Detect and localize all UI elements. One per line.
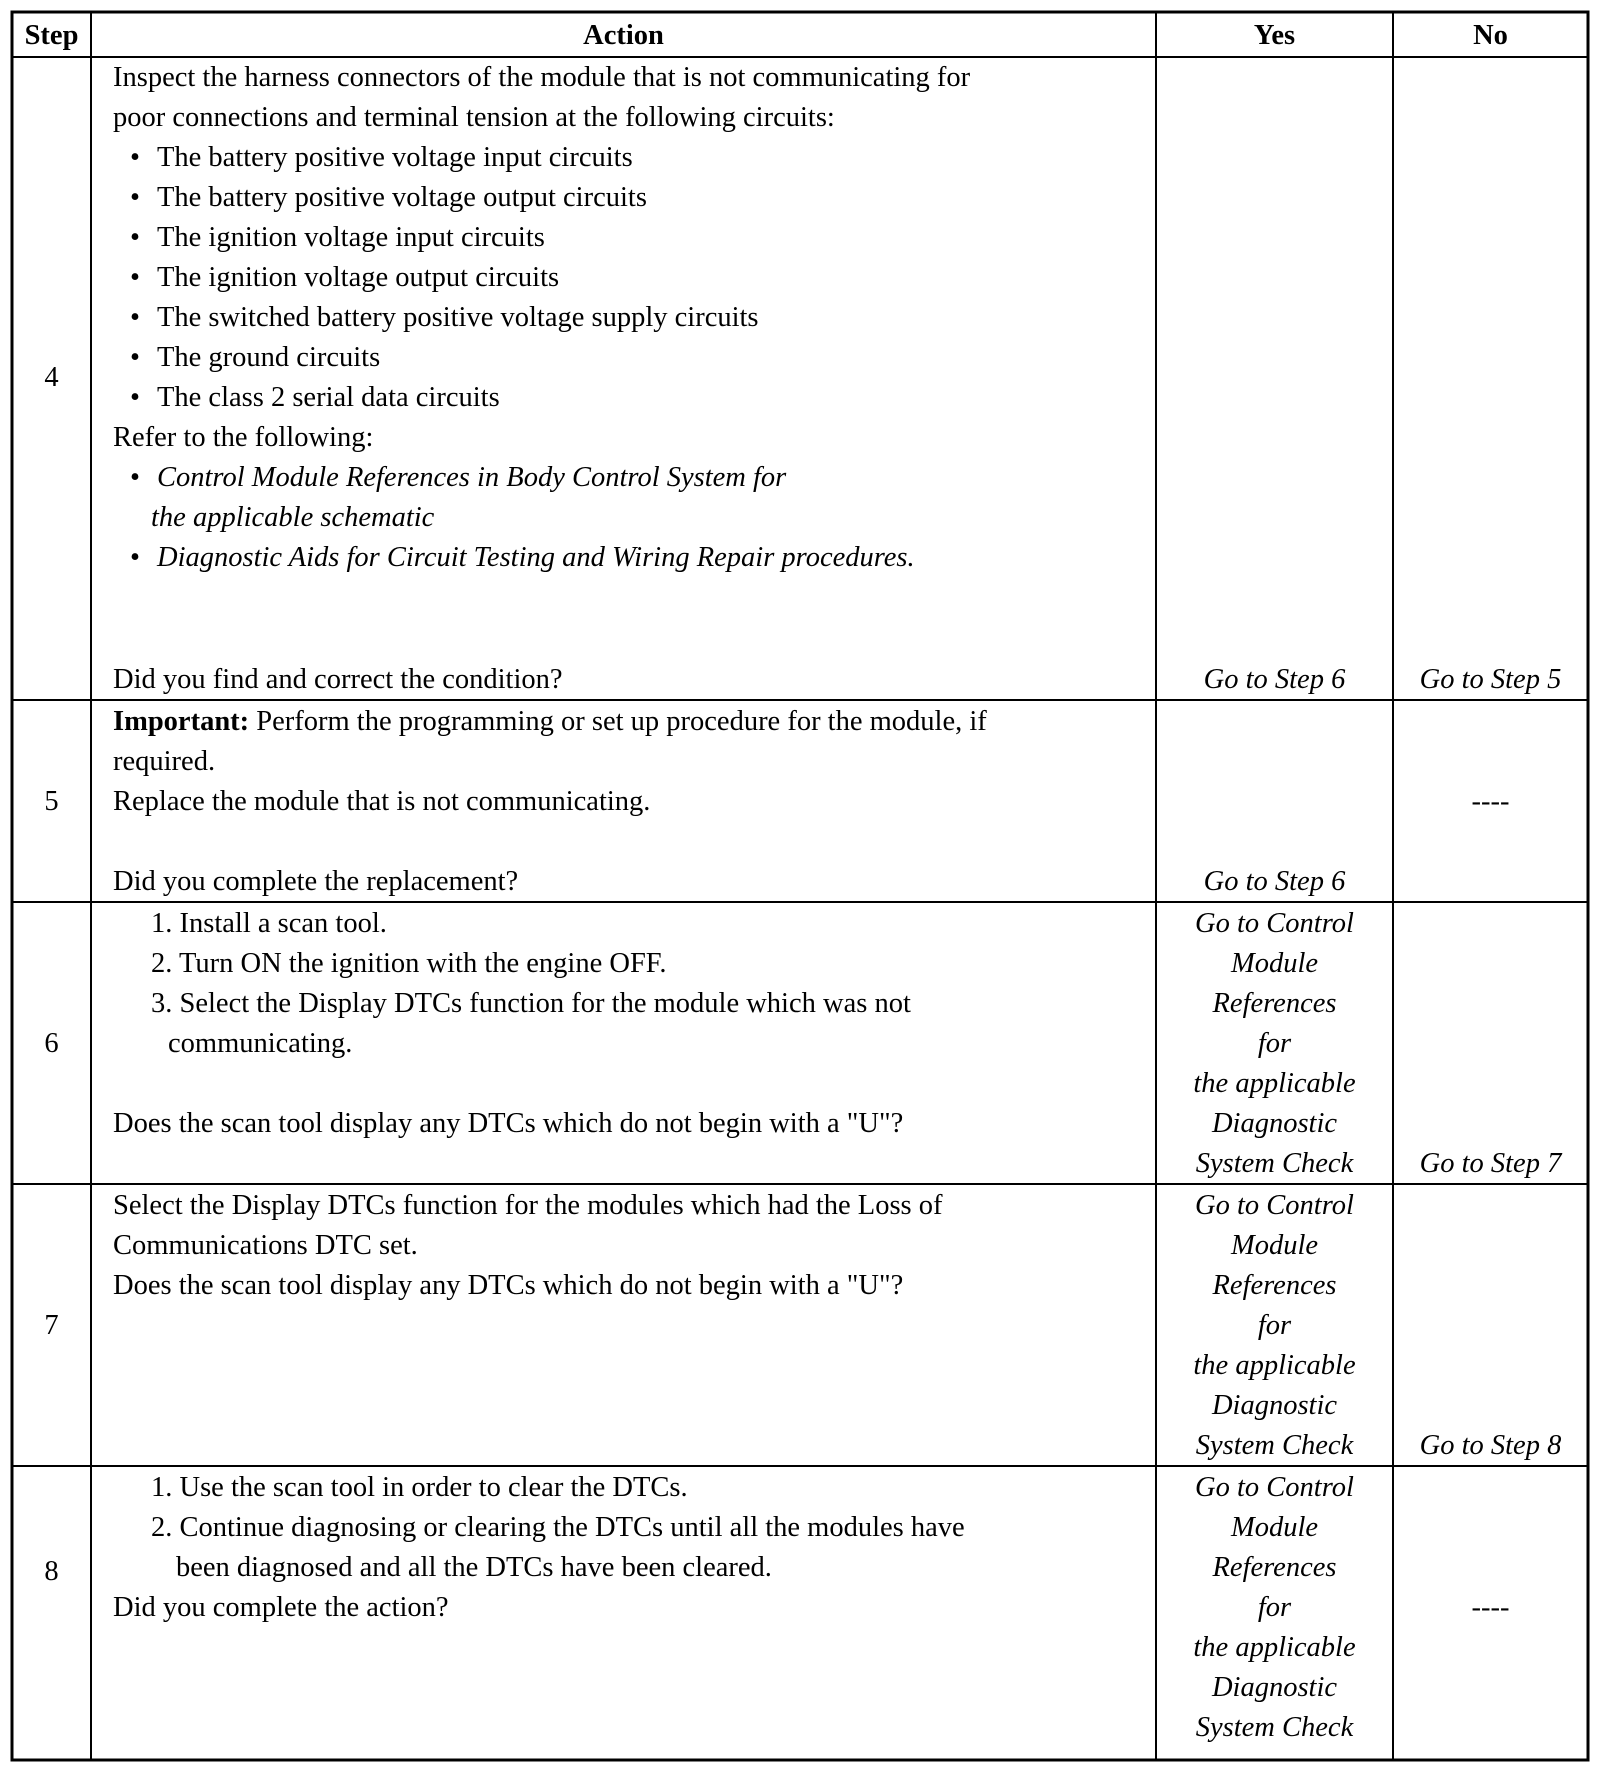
yes-line[interactable]: the applicable (1193, 1350, 1356, 1381)
bullet-icon: • (130, 262, 140, 293)
bullet-item: The ground circuits (157, 342, 381, 373)
step-number: 5 (44, 786, 59, 817)
question-text: Did you complete the replacement? (113, 866, 519, 897)
bullet-item: The switched battery positive voltage supply circuits (157, 302, 759, 333)
no-link[interactable]: Go to Step 5 (1419, 664, 1562, 695)
action-text: Inspect the harness connectors of the module that is not communicating for (113, 62, 971, 93)
bullet-icon: • (130, 542, 140, 573)
action-text: required. (113, 746, 216, 777)
no-link[interactable]: Go to Step 7 (1419, 1148, 1562, 1179)
yes-line[interactable]: Go to Control (1195, 1190, 1354, 1221)
step-number: 4 (44, 362, 59, 393)
step-number: 6 (44, 1028, 59, 1059)
yes-link[interactable]: Go to Step 6 (1203, 866, 1346, 897)
list-item: 2. Continue diagnosing or clearing the DTCs until all the modules have (151, 1512, 965, 1543)
yes-line[interactable]: References (1212, 988, 1337, 1019)
bullet-icon: • (130, 182, 140, 213)
yes-line[interactable]: for (1257, 1028, 1292, 1059)
header-action: Action (583, 20, 664, 51)
important-text: Perform the programming or set up procedure for the module, if (249, 706, 987, 737)
yes-line[interactable]: the applicable (1193, 1068, 1356, 1099)
reference-link[interactable]: the applicable schematic (151, 502, 435, 533)
list-item: 2. Turn ON the ignition with the engine OFF. (151, 948, 667, 979)
bullet-item: The battery positive voltage output circuits (157, 182, 647, 213)
yes-line[interactable]: Module (1230, 1230, 1319, 1261)
bullet-item: The battery positive voltage input circuits (157, 142, 633, 173)
question-text: Did you find and correct the condition? (113, 664, 563, 695)
bullet-icon: • (130, 142, 140, 173)
no-value: ---- (1471, 786, 1510, 817)
reference-link[interactable]: Diagnostic Aids for Circuit Testing and Wiring Repair procedures. (157, 542, 915, 573)
list-item: 3. Select the Display DTCs function for the module which was not (151, 988, 911, 1019)
refer-label: Refer to the following: (113, 422, 374, 453)
bullet-icon: • (130, 342, 140, 373)
yes-line[interactable]: Go to Control (1195, 908, 1354, 939)
yes-line[interactable]: the applicable (1193, 1632, 1356, 1663)
question-text: Does the scan tool display any DTCs which do not begin with a "U"? (113, 1108, 904, 1139)
header-step: Step (24, 20, 79, 51)
no-value: ---- (1471, 1592, 1510, 1623)
yes-line[interactable]: System Check (1195, 1430, 1354, 1461)
bullet-icon: • (130, 302, 140, 333)
yes-line[interactable]: Go to Control (1195, 1472, 1354, 1503)
bullet-icon: • (130, 462, 140, 493)
header-yes: Yes (1253, 20, 1296, 51)
step-number: 8 (44, 1556, 59, 1587)
yes-line[interactable]: Diagnostic (1211, 1390, 1338, 1421)
yes-line[interactable]: Diagnostic (1211, 1108, 1338, 1139)
action-text: Select the Display DTCs function for the modules which had the Loss of (113, 1190, 943, 1221)
no-link[interactable]: Go to Step 8 (1419, 1430, 1562, 1461)
yes-line[interactable]: Module (1230, 948, 1319, 979)
yes-line[interactable]: System Check (1195, 1712, 1354, 1743)
important-note (113, 702, 987, 742)
bullet-icon: • (130, 222, 140, 253)
yes-link[interactable]: Go to Step 6 (1203, 664, 1346, 695)
important-label: Important: (113, 706, 250, 737)
step-number: 7 (44, 1310, 59, 1341)
question-text: Does the scan tool display any DTCs which do not begin with a "U"? (113, 1270, 904, 1301)
question-text: Did you complete the action? (113, 1592, 449, 1623)
bullet-item: The ignition voltage input circuits (157, 222, 545, 253)
yes-line[interactable]: System Check (1195, 1148, 1354, 1179)
list-item: 1. Use the scan tool in order to clear the DTCs. (151, 1472, 688, 1503)
yes-line[interactable]: References (1212, 1552, 1337, 1583)
yes-line[interactable]: References (1212, 1270, 1337, 1301)
yes-line[interactable]: Diagnostic (1211, 1672, 1338, 1703)
list-item: communicating. (168, 1028, 353, 1059)
reference-link[interactable]: Control Module References in Body Control System for (157, 462, 787, 493)
bullet-icon: • (130, 382, 140, 413)
list-item: 1. Install a scan tool. (151, 908, 387, 939)
action-text: Communications DTC set. (113, 1230, 418, 1261)
action-text: poor connections and terminal tension at the following circuits: (113, 102, 835, 133)
header-no: No (1473, 20, 1508, 51)
action-text: Replace the module that is not communicating. (113, 786, 651, 817)
list-item: been diagnosed and all the DTCs have been cleared. (176, 1552, 772, 1583)
bullet-item: The class 2 serial data circuits (157, 382, 500, 413)
yes-line[interactable]: for (1257, 1310, 1292, 1341)
yes-line[interactable]: for (1257, 1592, 1292, 1623)
bullet-item: The ignition voltage output circuits (157, 262, 560, 293)
yes-line[interactable]: Module (1230, 1512, 1319, 1543)
